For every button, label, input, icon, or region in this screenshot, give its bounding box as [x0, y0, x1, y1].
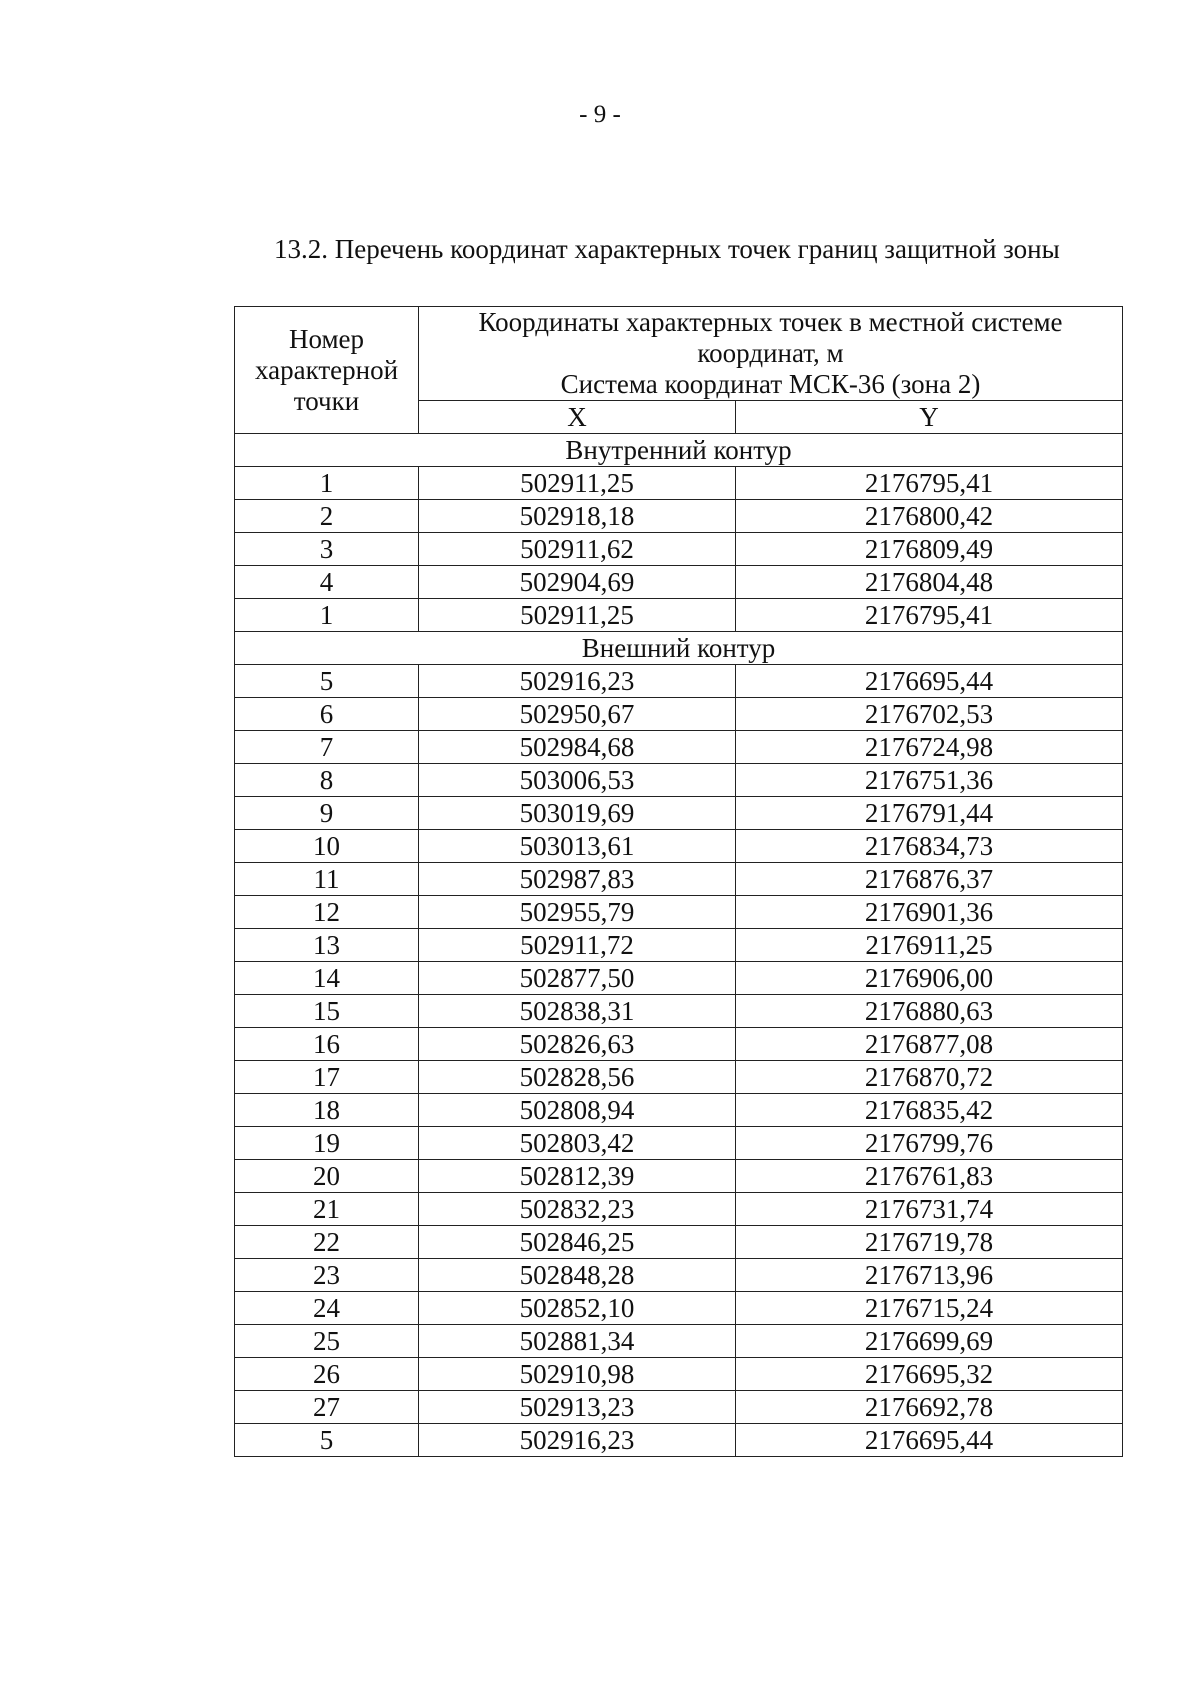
table-row: [235, 1358, 1123, 1391]
y-coordinate-cell: 2176702,53: [736, 698, 1123, 731]
y-coordinate-cell: 2176695,44: [736, 665, 1123, 698]
y-coordinate-cell: 2176695,32: [736, 1358, 1123, 1391]
header-title-line: Система координат МСК-36 (зона 2): [560, 369, 981, 399]
header-point-number: [235, 307, 419, 434]
x-coordinate-cell: 503006,53: [419, 764, 736, 797]
x-coordinate-cell: 502808,94: [419, 1094, 736, 1127]
x-coordinate-cell: 503013,61: [419, 830, 736, 863]
x-coordinate-cell: 502911,25: [419, 599, 736, 632]
table-row: [235, 731, 1123, 764]
y-coordinate-cell: 2176719,78: [736, 1226, 1123, 1259]
point-number-cell: 27: [235, 1391, 419, 1424]
y-coordinate-cell: 2176795,41: [736, 467, 1123, 500]
table-row: [235, 764, 1123, 797]
x-coordinate-cell: 502950,67: [419, 698, 736, 731]
page-number: - 9 -: [579, 101, 621, 128]
point-number-cell: 16: [235, 1028, 419, 1061]
y-coordinate-cell: 2176713,96: [736, 1259, 1123, 1292]
header-point-number-line: Номер: [288, 323, 365, 354]
point-number-cell: 14: [235, 962, 419, 995]
table-row: [235, 1325, 1123, 1358]
y-coordinate-cell: 2176724,98: [736, 731, 1123, 764]
point-number-cell: 20: [235, 1160, 419, 1193]
header-title-line: Координаты характерных точек в местной системе: [478, 307, 1063, 337]
table-row: [235, 863, 1123, 896]
y-coordinate-cell: 2176876,37: [736, 863, 1123, 896]
header-y: Y: [736, 401, 1123, 434]
x-coordinate-cell: 502881,34: [419, 1325, 736, 1358]
point-number-cell: 10: [235, 830, 419, 863]
table-row: [235, 1391, 1123, 1424]
table-row: [235, 566, 1123, 599]
x-coordinate-cell: 502910,98: [419, 1358, 736, 1391]
point-number-cell: 12: [235, 896, 419, 929]
y-coordinate-cell: 2176835,42: [736, 1094, 1123, 1127]
table-header: [235, 307, 1123, 434]
point-number-cell: 13: [235, 929, 419, 962]
table-row: [235, 1094, 1123, 1127]
y-coordinate-cell: 2176870,72: [736, 1061, 1123, 1094]
point-number-cell: 24: [235, 1292, 419, 1325]
point-number-cell: 1: [235, 467, 419, 500]
table-row: [235, 698, 1123, 731]
table-row: [235, 929, 1123, 962]
y-coordinate-cell: 2176901,36: [736, 896, 1123, 929]
table-row: [235, 1127, 1123, 1160]
x-coordinate-cell: 502987,83: [419, 863, 736, 896]
y-coordinate-cell: 2176911,25: [736, 929, 1123, 962]
table-row: [235, 1193, 1123, 1226]
x-coordinate-cell: 502838,31: [419, 995, 736, 1028]
point-number-cell: 8: [235, 764, 419, 797]
x-coordinate-cell: 502848,28: [419, 1259, 736, 1292]
table-row: [235, 896, 1123, 929]
point-number-cell: 22: [235, 1226, 419, 1259]
x-coordinate-cell: 502984,68: [419, 731, 736, 764]
header-point-number-line: характерной: [254, 354, 399, 385]
x-coordinate-cell: 502955,79: [419, 896, 736, 929]
table-row: [235, 1226, 1123, 1259]
header-title-line: координат, м: [697, 338, 844, 368]
y-coordinate-cell: 2176751,36: [736, 764, 1123, 797]
table-row: [235, 1259, 1123, 1292]
y-coordinate-cell: 2176731,74: [736, 1193, 1123, 1226]
x-coordinate-cell: 503019,69: [419, 797, 736, 830]
y-coordinate-cell: 2176809,49: [736, 533, 1123, 566]
table-row: [235, 665, 1123, 698]
section-row: [235, 434, 1123, 467]
table-row: [235, 1424, 1123, 1457]
table-row: [235, 995, 1123, 1028]
x-coordinate-cell: 502828,56: [419, 1061, 736, 1094]
table-row: [235, 599, 1123, 632]
x-coordinate-cell: 502826,63: [419, 1028, 736, 1061]
y-coordinate-cell: 2176795,41: [736, 599, 1123, 632]
y-coordinate-cell: 2176800,42: [736, 500, 1123, 533]
section-row: [235, 632, 1123, 665]
y-coordinate-cell: 2176692,78: [736, 1391, 1123, 1424]
x-coordinate-cell: 502916,23: [419, 1424, 736, 1457]
table-row: [235, 533, 1123, 566]
table-row: [235, 467, 1123, 500]
header-x: X: [419, 401, 736, 434]
y-coordinate-cell: 2176906,00: [736, 962, 1123, 995]
point-number-cell: 25: [235, 1325, 419, 1358]
table-row: [235, 1292, 1123, 1325]
x-coordinate-cell: 502803,42: [419, 1127, 736, 1160]
section-title: Внутренний контур: [235, 434, 1123, 467]
point-number-cell: 21: [235, 1193, 419, 1226]
point-number-cell: 4: [235, 566, 419, 599]
point-number-cell: 6: [235, 698, 419, 731]
point-number-cell: 15: [235, 995, 419, 1028]
y-coordinate-cell: 2176699,69: [736, 1325, 1123, 1358]
point-number-cell: 11: [235, 863, 419, 896]
point-number-cell: 26: [235, 1358, 419, 1391]
table-row: [235, 962, 1123, 995]
y-coordinate-cell: 2176761,83: [736, 1160, 1123, 1193]
point-number-cell: 3: [235, 533, 419, 566]
y-coordinate-cell: 2176834,73: [736, 830, 1123, 863]
y-coordinate-cell: 2176791,44: [736, 797, 1123, 830]
table-row: [235, 1028, 1123, 1061]
x-coordinate-cell: 502911,72: [419, 929, 736, 962]
point-number-cell: 7: [235, 731, 419, 764]
point-number-cell: 23: [235, 1259, 419, 1292]
point-number-cell: 19: [235, 1127, 419, 1160]
table-row: [235, 1061, 1123, 1094]
x-coordinate-cell: 502877,50: [419, 962, 736, 995]
coordinates-table: [234, 306, 1123, 1457]
x-coordinate-cell: 502904,69: [419, 566, 736, 599]
y-coordinate-cell: 2176715,24: [736, 1292, 1123, 1325]
y-coordinate-cell: 2176695,44: [736, 1424, 1123, 1457]
table-body: [235, 434, 1123, 1457]
section-title: Внешний контур: [235, 632, 1123, 665]
x-coordinate-cell: 502911,25: [419, 467, 736, 500]
x-coordinate-cell: 502916,23: [419, 665, 736, 698]
x-coordinate-cell: 502913,23: [419, 1391, 736, 1424]
section-heading: 13.2. Перечень координат характерных точек границ защитной зоны: [274, 234, 1060, 264]
point-number-cell: 5: [235, 665, 419, 698]
table-row: [235, 500, 1123, 533]
point-number-cell: 17: [235, 1061, 419, 1094]
y-coordinate-cell: 2176799,76: [736, 1127, 1123, 1160]
y-coordinate-cell: 2176880,63: [736, 995, 1123, 1028]
x-coordinate-cell: 502852,10: [419, 1292, 736, 1325]
header-point-number-line: точки: [293, 385, 360, 416]
y-coordinate-cell: 2176804,48: [736, 566, 1123, 599]
x-coordinate-cell: 502911,62: [419, 533, 736, 566]
point-number-cell: 5: [235, 1424, 419, 1457]
x-coordinate-cell: 502832,23: [419, 1193, 736, 1226]
point-number-cell: 9: [235, 797, 419, 830]
y-coordinate-cell: 2176877,08: [736, 1028, 1123, 1061]
table-row: [235, 797, 1123, 830]
point-number-cell: 18: [235, 1094, 419, 1127]
point-number-cell: 2: [235, 500, 419, 533]
x-coordinate-cell: 502812,39: [419, 1160, 736, 1193]
header-coordinates-title: [419, 307, 1123, 401]
x-coordinate-cell: 502918,18: [419, 500, 736, 533]
table-row: [235, 1160, 1123, 1193]
table-row: [235, 830, 1123, 863]
point-number-cell: 1: [235, 599, 419, 632]
x-coordinate-cell: 502846,25: [419, 1226, 736, 1259]
